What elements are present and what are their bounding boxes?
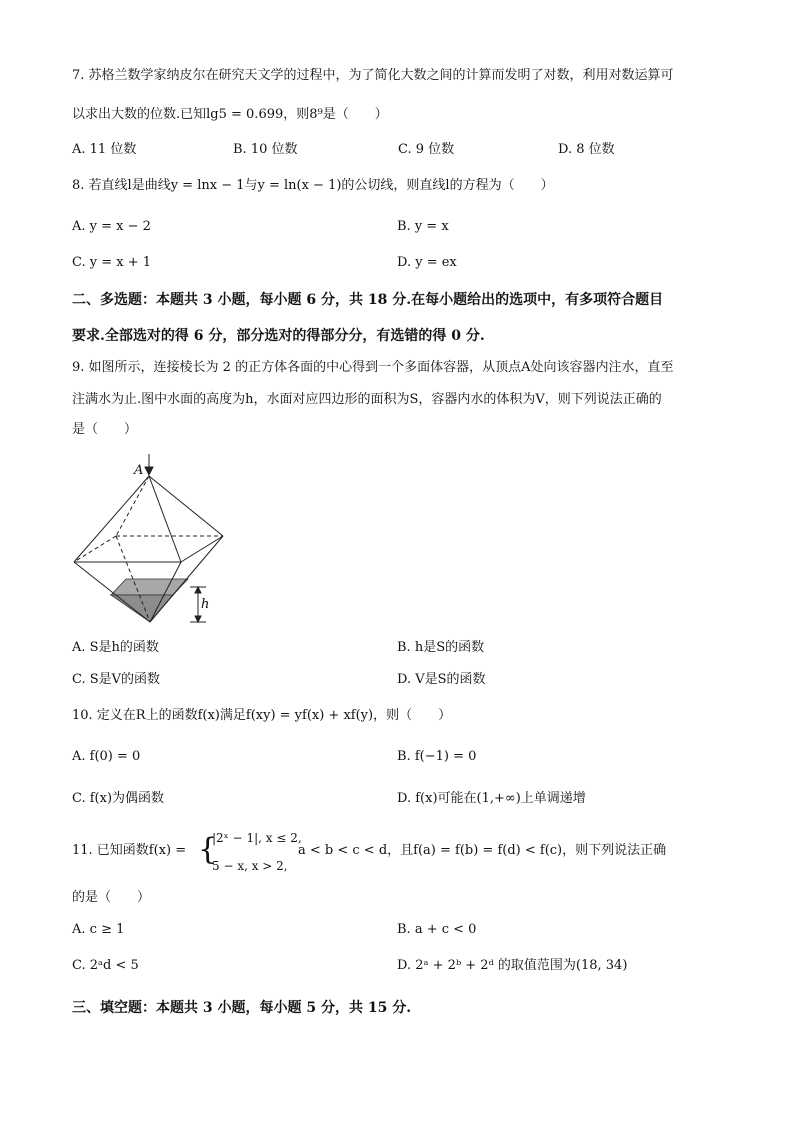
q8-option-b[interactable]: B. y = x [397, 219, 449, 234]
section2-heading-line2: 要求.全部选对的得 6 分，部分选对的得部分分，有选错的得 0 分. [72, 328, 485, 344]
q9-option-a[interactable]: A. S是h的函数 [72, 640, 159, 655]
q11-option-a[interactable]: A. c ≥ 1 [72, 922, 125, 937]
q8-option-d[interactable]: D. y = ex [397, 255, 457, 270]
q7-stem-line1: 7. 苏格兰数学家纳皮尔在研究天文学的过程中，为了简化大数之间的计算而发明了对数，利用对数运算可 [72, 68, 674, 83]
inflow-arrow-icon [145, 454, 153, 475]
q8-option-a[interactable]: A. y = x − 2 [72, 219, 151, 234]
q10-option-b[interactable]: B. f(−1) = 0 [397, 749, 477, 764]
q8-option-c[interactable]: C. y = x + 1 [72, 255, 152, 270]
q11-piece1: |2ˣ − 1|, x ≤ 2, [212, 831, 302, 845]
q7-option-a[interactable]: A. 11 位数 [72, 142, 137, 157]
q9-option-b[interactable]: B. h是S的函数 [397, 640, 485, 655]
q7-option-d[interactable]: D. 8 位数 [558, 142, 615, 157]
q7-stem-line2: 以求出大数的位数.已知lg5 = 0.699，则8⁹是（ ） [72, 107, 388, 122]
water-surface [111, 579, 188, 595]
q9-stem-line1: 9. 如图所示，连接棱长为 2 的正方体各面的中心得到一个多面体容器，从顶点A处向该容器内注水，直至 [72, 360, 674, 375]
q11-option-c[interactable]: C. 2ᵃd < 5 [72, 958, 139, 973]
q7-option-b[interactable]: B. 10 位数 [233, 142, 298, 157]
vertex-a-label: A [134, 463, 144, 478]
section2-heading-line1: 二、多选题：本题共 3 小题，每小题 6 分，共 18 分.在每小题给出的选项中，有多项符合题目 [72, 292, 664, 308]
q9-option-c[interactable]: C. S是V的函数 [72, 672, 161, 687]
q11-option-d[interactable]: D. 2ᵃ + 2ᵇ + 2ᵈ 的取值范围为(18, 34) [397, 958, 628, 973]
q9-option-d[interactable]: D. V是S的函数 [397, 672, 486, 687]
q11-stem-line2: 的是（ ） [72, 890, 151, 905]
q11-stem-suffix: a < b < c < d，且f(a) = f(b) = f(d) < f(c)，则下列说法正确 [298, 843, 667, 858]
q8-stem: 8. 若直线l是曲线y = lnx − 1与y = ln(x − 1)的公切线，则直线l的方程为（ ） [72, 178, 554, 193]
q10-option-d[interactable]: D. f(x)可能在(1,+∞)上单调递增 [397, 791, 586, 806]
q7-option-c[interactable]: C. 9 位数 [398, 142, 455, 157]
octahedron-figure [66, 450, 236, 630]
section3-heading: 三、填空题：本题共 3 小题，每小题 5 分，共 15 分. [72, 1000, 412, 1016]
q10-stem: 10. 定义在R上的函数f(x)满足f(xy) = yf(x) + xf(y)，则（ ） [72, 708, 452, 723]
q10-option-a[interactable]: A. f(0) = 0 [72, 749, 141, 764]
q9-stem-line2: 注满水为止.图中水面的高度为h，水面对应四边形的面积为S，容器内水的体积为V，则下列说法正确的 [72, 392, 662, 407]
q11-piece2: 5 − x, x > 2, [212, 859, 288, 873]
height-label: h [201, 597, 210, 612]
q11-piecewise-brace: { [198, 832, 218, 867]
q9-stem-line3: 是（ ） [72, 422, 138, 437]
q11-stem-prefix: 11. 已知函数f(x) = [72, 843, 187, 858]
q10-option-c[interactable]: C. f(x)为偶函数 [72, 791, 165, 806]
q11-option-b[interactable]: B. a + c < 0 [397, 922, 477, 937]
